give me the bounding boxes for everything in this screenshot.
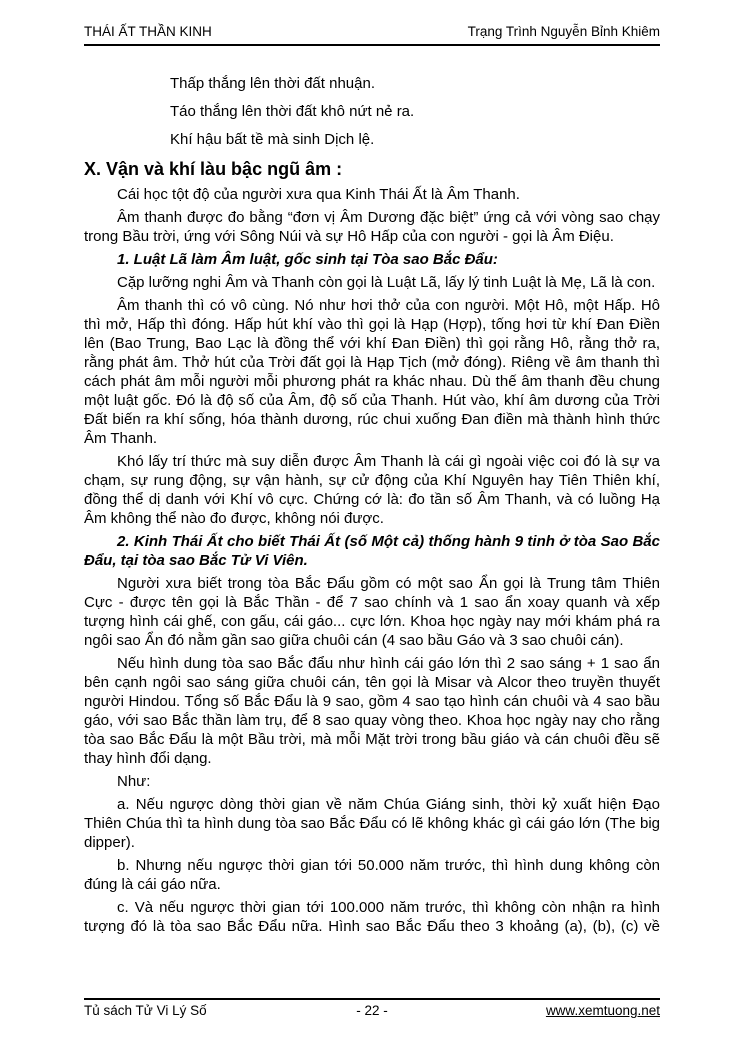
author-name: Trạng Trình Nguyễn Bỉnh Khiêm <box>467 24 660 39</box>
running-title: THÁI ẤT THẦN KINH <box>84 24 212 39</box>
list-item-b: b. Nhưng nếu ngược thời gian tới 50.000 năm trước, thì hình dung không còn đúng là cái gáo nữa. <box>84 857 660 893</box>
page-number: - 22 - <box>356 1003 388 1018</box>
list-item-a: a. Nếu ngược dòng thời gian về năm Chúa Giáng sinh, thời kỷ xuất hiện Đạo Thiên Chúa thì ta hình dung tòa sao Bắc Đẩu có lẽ không khác gì cái gáo lớn (The big dipper). <box>84 796 660 851</box>
subsection-heading-1: 1. Luật Lã làm Âm luật, gốc sinh tại Tòa sao Bắc Đẩu: <box>117 251 498 268</box>
poem-line: Táo thắng lên thời đất khô nứt nẻ ra. <box>170 103 415 120</box>
paragraph: Khó lấy trí thức mà suy diễn được Âm Thanh là cái gì ngoài việc coi đó là sự va chạm, sự rung động, sự vận hành, sự cử động của Khí Nguyên hay Tiên Thiên khí, đồng thể dị danh với Khí vô cực. Chứng cớ là: đo tần số Âm Thanh, và có luồng Hạ Âm không thể nào đo được, không nói được. <box>84 453 660 527</box>
paragraph: Người xưa biết trong tòa Bắc Đẩu gồm có một sao Ẩn gọi là Trung tâm Thiên Cực - được tên gọi là Bắc Thần - để 7 sao chính và 1 sao ẩn xoay quanh và xếp tượng hình cái ghế, con gấu, cái gáo... cực lớn. Khoa học ngày nay mới khám phá ra ngôi sao Ẩn đó nằm gần sao giữa chuôi cán (4 sao bầu Gáo và 3 sao chuôi cán). <box>84 575 660 649</box>
page-header <box>84 0 660 46</box>
poem-line: Thấp thắng lên thời đất nhuận. <box>170 75 375 92</box>
poem-line: Khí hậu bất tề mà sinh Dịch lệ. <box>170 131 375 148</box>
subsection-heading-2: 2. Kinh Thái Ất cho biết Thái Ất (số Một cả) thống hành 9 tinh ở tòa Sao Bắc Đẩu, tại tòa sao Bắc Tử Vi Viên. <box>84 533 660 569</box>
page-content <box>84 74 660 936</box>
poem-block <box>84 74 660 149</box>
paragraph: Âm thanh thì có vô cùng. Nó như hơi thở của con người. Một Hô, một Hấp. Hô thì mở, Hấp thì đóng. Hấp hút khí vào thì gọi là Hạp (Hợp), tống hơi từ khí Đan Điền lên (Bao Trung, Bao Lạc là đồng thể với khí Đan Điền) thì gọi rằng Hô, rằng thở ra, rằng phát âm. Thở hút của Trời đất gọi là Hạp Tịch (mở đóng). Riêng về âm thanh thì cách phát âm mỗi người mỗi phương phát ra khác nhau. Dù thế âm thanh đều chung một luật gốc. Đó là độ số của Âm, độ số của Thanh. Hút vào, khí âm dương của Trời Đất biến ra khí sống, hóa thành dương, rúc chui xuống Đan điền mà thành hình thức Âm Thanh. <box>84 297 660 447</box>
footer-series-title: Tủ sách Tử Vi Lý Số <box>84 1003 207 1018</box>
paragraph-intro-2: Âm thanh được đo bằng “đơn vị Âm Dương đặc biệt” ứng cả với vòng sao chạy trong Bầu trời, ứng với Sông Núi và sự Hô Hấp của con người - gọi là Âm Điệu. <box>84 209 660 245</box>
paragraph-nhu: Như: <box>117 773 151 790</box>
section-heading: X. Vận và khí làu bậc ngũ âm : <box>84 159 343 179</box>
page-footer <box>84 998 660 1018</box>
list-item-c: c. Và nếu ngược thời gian tới 100.000 năm trước, thì không còn nhận ra hình tượng đó là tòa sao Bắc Đẩu nữa. Hình sao Bắc Đẩu theo 3 khoảng (a), (b), (c) về <box>84 899 660 935</box>
document-page <box>84 0 660 1051</box>
paragraph-intro-1: Cái học tột độ của người xưa qua Kinh Thái Ất là Âm Thanh. <box>117 186 520 203</box>
website-link[interactable]: www.xemtuong.net <box>545 1003 660 1018</box>
paragraph: Nếu hình dung tòa sao Bắc đẩu như hình cái gáo lớn thì 2 sao sáng + 1 sao ẩn bên cạnh ngôi sao sáng giữa chuôi cán, tên gọi là Misar và Alcor theo truyền thuyết người Hindou. Tổng số Bắc Đẩu là 9 sao, gồm 4 sao tạo hình cán chuôi và 4 sao bầu gáo, với sao Bắc thần làm trụ, để 8 sao quay vòng theo. Khoa học ngày nay cho rằng tòa sao Bắc Đẩu là một Bầu trời, mà mỗi Mặt trời trong bầu giáo và cán chuôi đều sẽ thay hình đổi dạng. <box>84 655 660 767</box>
paragraph: Cặp lưỡng nghi Âm và Thanh còn gọi là Luật Lã, lấy lý tinh Luật là Mẹ, Lã là con. <box>117 274 656 291</box>
